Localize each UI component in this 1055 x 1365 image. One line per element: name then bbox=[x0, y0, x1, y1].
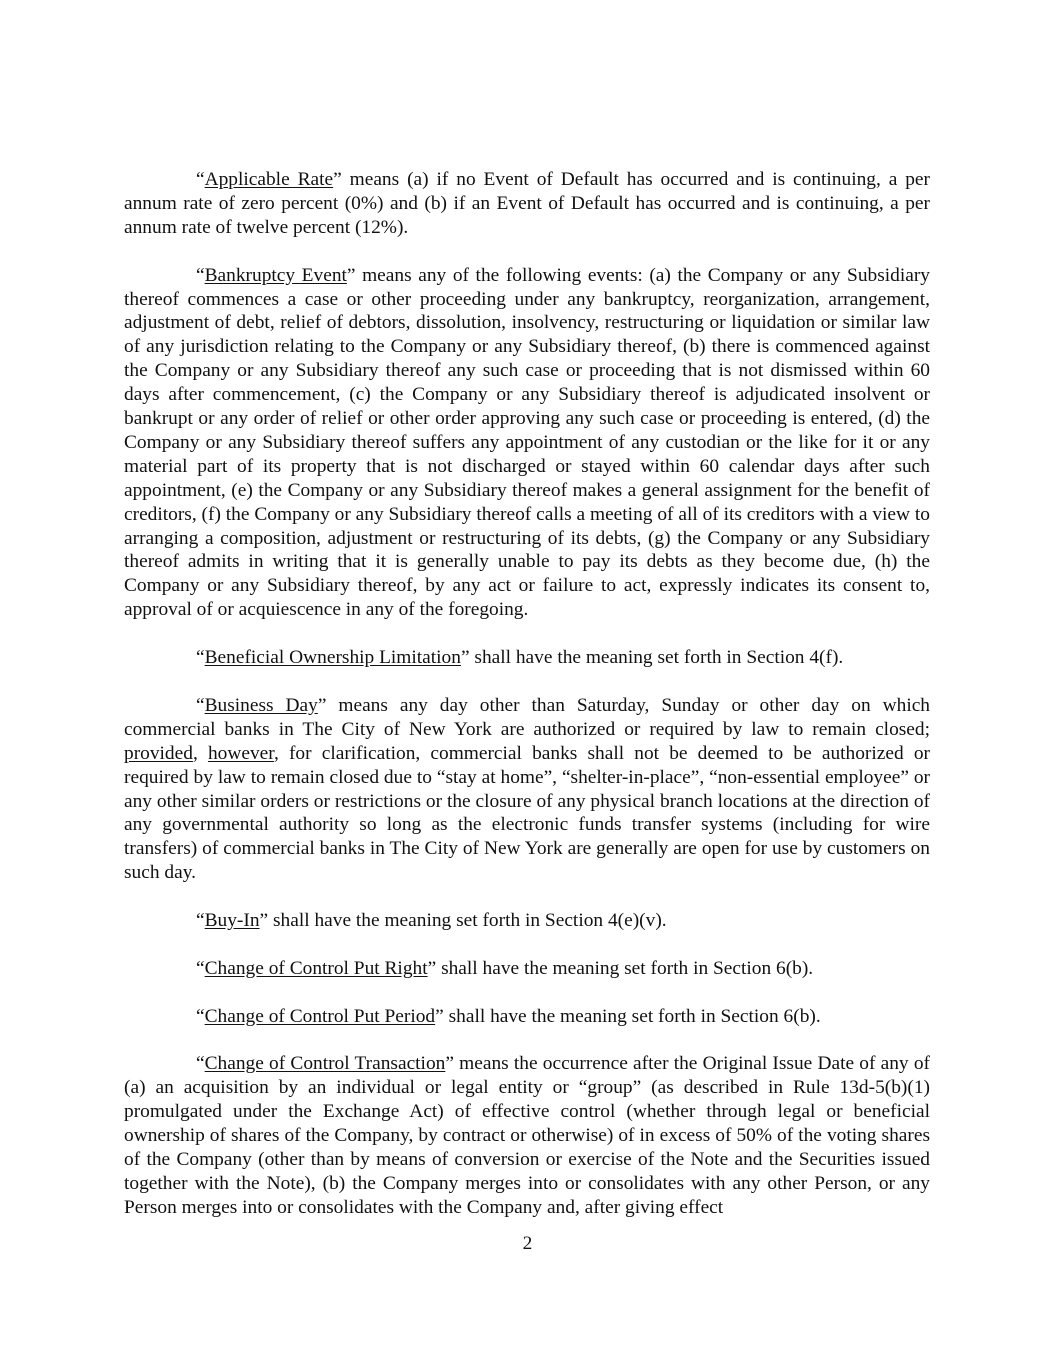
definition-business-day bbox=[124, 694, 930, 885]
open-quote: “ bbox=[196, 1005, 205, 1027]
open-quote: “ bbox=[196, 647, 205, 669]
open-quote: “ bbox=[196, 910, 205, 932]
open-quote: “ bbox=[196, 264, 205, 286]
defined-term: Buy-In bbox=[204, 910, 260, 932]
definition-bankruptcy-event bbox=[124, 264, 930, 623]
definition-text: ” means the occurrence after the Original Issue Date of any of (a) an acquisition by an individual or legal entity or “group” (as described in Rule 13d-5(b)(1) promulgated under the Exchange Act) of effective control (whether through legal or beneficial ownership of shares of the Company, by contract or otherwise) of in excess of 50% of the voting shares of the Company (other than by means of conversion or exercise of the Note and the Securities issued together with the Note), (b) the Company merges into or consolidates with any other Person, or any Person merges into or consolidates with the Company and, after giving effect bbox=[124, 1053, 930, 1218]
definition-text: ” means (a) if no Event of Default has occurred and is continuing, a per annum rate of zero percent (0%) and (b) if an Event of Default has occurred and is continuing, a per annum rate of twelve percent (12%). bbox=[124, 169, 930, 238]
defined-term: Change of Control Transaction bbox=[204, 1053, 446, 1075]
defined-term: Business Day bbox=[204, 694, 318, 716]
provided-term: provided bbox=[124, 742, 193, 764]
however-term: however bbox=[207, 742, 274, 764]
definition-change-of-control-transaction bbox=[124, 1052, 930, 1219]
open-quote: “ bbox=[196, 1053, 205, 1075]
definition-change-of-control-put-period bbox=[124, 1005, 930, 1029]
definition-buy-in bbox=[124, 909, 930, 933]
page-number: 2 bbox=[522, 1233, 533, 1254]
defined-term: Applicable Rate bbox=[204, 169, 334, 190]
definition-applicable-rate bbox=[124, 168, 930, 240]
definition-change-of-control-put-right bbox=[124, 957, 930, 981]
defined-term: Bankruptcy Event bbox=[204, 264, 347, 286]
definition-text: ” shall have the meaning set forth in Section 4(e)(v). bbox=[259, 910, 667, 932]
definition-beneficial-ownership-limitation bbox=[124, 646, 930, 670]
defined-term: Beneficial Ownership Limitation bbox=[204, 647, 461, 669]
open-quote: “ bbox=[196, 957, 205, 979]
definition-text: ” shall have the meaning set forth in Section 6(b). bbox=[435, 1005, 821, 1027]
definition-text: ” shall have the meaning set forth in Section 4(f). bbox=[460, 647, 844, 669]
open-quote: “ bbox=[196, 694, 205, 716]
definition-text: ” shall have the meaning set forth in Section 6(b). bbox=[427, 957, 814, 979]
defined-term: Change of Control Put Period bbox=[204, 1005, 436, 1027]
open-quote: “ bbox=[196, 169, 205, 190]
definition-text-continued: , for clarification, commercial banks shall not be deemed to be authorized or required by law to remain closed due to “stay at home”, “shelter-in-place”, “non-essential employee” or any other similar orders or restrictions or the closure of any physical branch locations at the direction of any governmental authority so long as the electronic funds transfer systems (including for wire transfers) of commercial banks in The City of New York are generally are open for use by customers on such day. bbox=[124, 742, 930, 884]
document-page bbox=[124, 168, 930, 1244]
definition-text: ” means any day other than Saturday, Sunday or other day on which commercial banks in The City of New York are authorized or required by law to remain closed; bbox=[124, 694, 931, 740]
defined-term: Change of Control Put Right bbox=[204, 957, 428, 979]
definition-text: ” means any of the following events: (a) the Company or any Subsidiary thereof commences a case or other proceeding under any bankruptcy, reorganization, arrangement, adjustment of debt, relief of debtors, dissolution, insolvency, restructuring or liquidation or similar law of any jurisdiction relating to the Company or any Subsidiary thereof, (b) there is commenced against the Company or any Subsidiary thereof any such case or proceeding that is not dismissed within 60 days after commencement, (c) the Company or any Subsidiary thereof is adjudicated insolvent or bankrupt or any order of relief or other order approving any such case or proceeding is entered, (d) the Company or any Subsidiary thereof suffers any appointment of any custodian or the like for it or any material part of its property that is not discharged or stayed within 60 calendar days after such appointment, (e) the Company or any Subsidiary thereof makes a general assignment for the benefit of creditors, (f) the Company or any Subsidiary thereof calls a meeting of all of its creditors with a view to arranging a composition, adjustment or restructuring of its debts, (g) the Company or any Subsidiary thereof admits in writing that it is generally unable to pay its debts as they become due, (h) the Company or any Subsidiary thereof, by any act or failure to act, expressly indicates its consent to, approval of or acquiescence in any of the foregoing. bbox=[124, 264, 931, 621]
separator-text: , bbox=[192, 742, 208, 764]
